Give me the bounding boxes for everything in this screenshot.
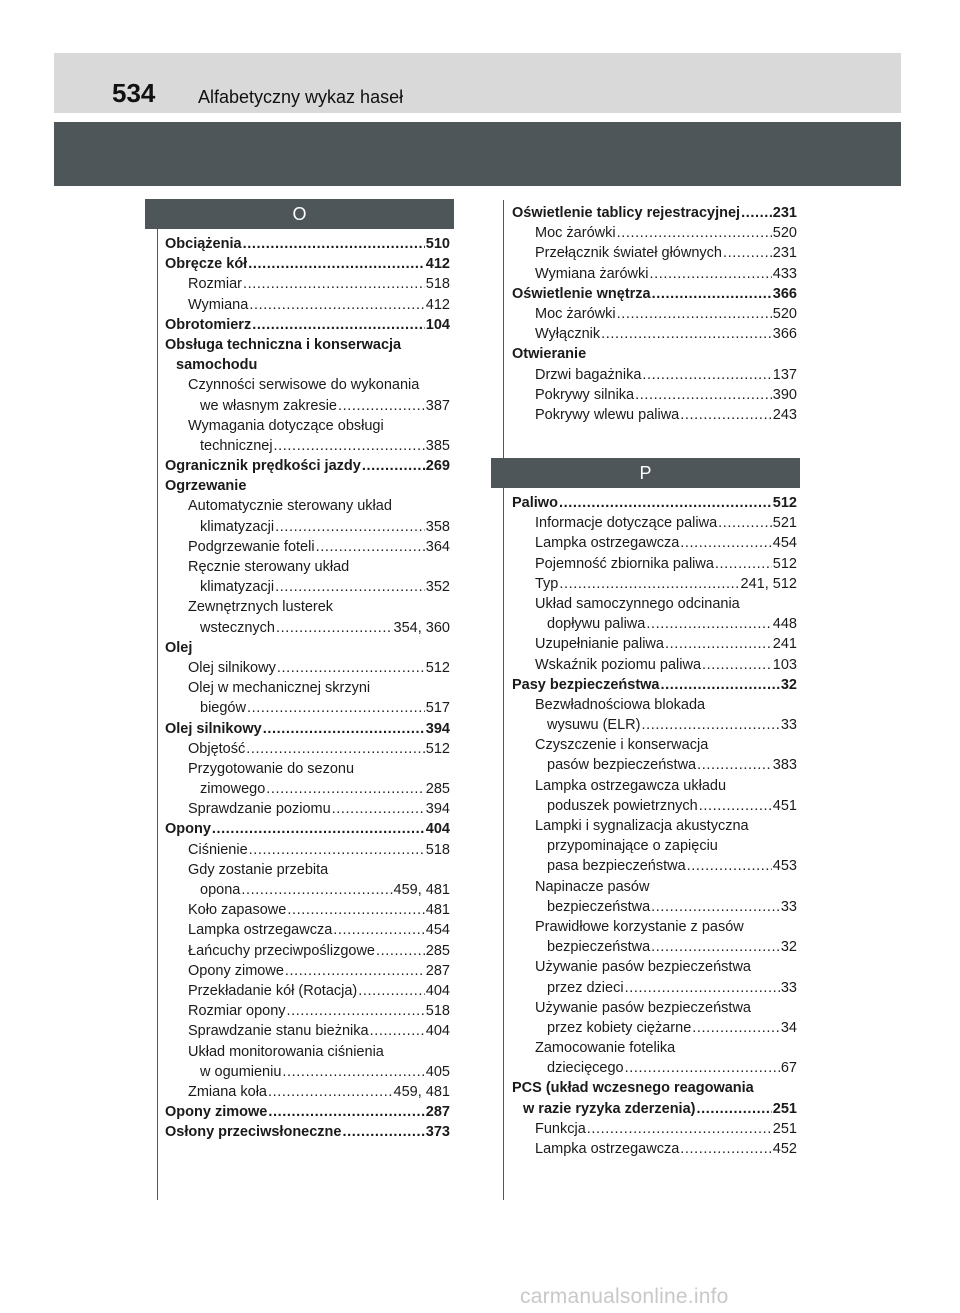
index-subentry	[512, 1018, 797, 1038]
index-subentry	[512, 223, 797, 243]
dot-leader	[651, 897, 780, 917]
entry-text: klimatyzacji	[200, 518, 275, 535]
page-reference: 454	[425, 922, 450, 939]
entry-text: Wskaźnik poziomu paliwa	[535, 656, 702, 673]
index-subentry	[165, 961, 450, 981]
page-reference: 269	[425, 458, 450, 475]
page-reference: 231	[772, 245, 797, 262]
index-entry	[165, 1122, 450, 1142]
page-reference: 383	[772, 757, 797, 774]
entry-text: pasów bezpieczeństwa	[547, 757, 697, 774]
index-subentry: przypominające o zapięciu	[547, 838, 718, 855]
entry-text: Lampka ostrzegawcza	[535, 1141, 680, 1157]
dot-leader	[249, 840, 425, 860]
entry-text: pasa bezpieczeństwa	[547, 858, 686, 875]
dot-leader	[249, 295, 424, 315]
index-subentry	[512, 755, 797, 775]
dot-leader	[723, 243, 772, 263]
dot-leader	[715, 554, 772, 574]
dot-leader	[287, 1001, 425, 1021]
entry-text: Łańcuchy przeciwpoślizgowe	[188, 942, 375, 959]
index-subentry: Wymagania dotyczące obsługi	[188, 417, 384, 434]
page-reference: 394	[425, 720, 450, 737]
dot-leader	[333, 920, 425, 940]
page-reference: 231	[772, 205, 797, 221]
index-subentry	[512, 304, 797, 324]
dot-leader	[358, 981, 425, 1001]
entry-text: Przełącznik świateł głównych	[535, 245, 722, 262]
page-reference: 243	[772, 406, 797, 423]
dot-leader	[635, 385, 772, 405]
dot-leader	[275, 577, 425, 597]
page-reference: 33	[780, 898, 797, 915]
entry-text: Pokrywy wlewu paliwa	[535, 406, 680, 423]
entry-text: Uzupełnianie paliwa	[535, 636, 664, 653]
entry-text: Pojemność zbiornika paliwa	[535, 555, 714, 572]
index-subentry	[512, 897, 797, 917]
entry-text: opona	[200, 882, 241, 898]
entry-text: Ogranicznik prędkości jazdy	[165, 458, 361, 475]
entry-text: Drzwi bagażnika	[535, 366, 642, 383]
index-subentry	[165, 840, 450, 860]
entry-text: w ogumieniu	[200, 1063, 282, 1080]
entry-text: przez dzieci	[547, 979, 624, 996]
page-reference: 352	[425, 579, 450, 596]
page-reference: 251	[772, 1100, 797, 1117]
page-title: Alfabetyczny wykaz haseł	[198, 87, 404, 107]
page-reference: 512	[425, 659, 450, 676]
page-reference: 518	[425, 1003, 450, 1020]
entry-text: Oświetlenie tablicy rejestracyjnej	[512, 205, 741, 221]
entry-text: we własnym zakresie	[200, 397, 337, 414]
page-reference: 241, 512	[740, 575, 797, 592]
page-reference: 241	[772, 636, 797, 653]
index-subentry	[512, 513, 797, 533]
page-reference: 454	[772, 535, 797, 552]
index-subentry	[165, 1082, 450, 1102]
dot-leader	[287, 900, 424, 920]
page-reference: 287	[425, 1104, 450, 1121]
index-entry	[512, 1099, 797, 1119]
page-reference: 285	[425, 942, 450, 959]
dot-leader	[642, 365, 771, 385]
index-subentry: Używanie pasów bezpieczeństwa	[535, 959, 751, 976]
entry-text: Wymiana żarówki	[535, 265, 649, 282]
dot-leader	[332, 799, 425, 819]
index-subentry	[165, 799, 450, 819]
entry-text: Koło zapasowe	[188, 902, 287, 919]
entry-text: Typ	[535, 575, 559, 592]
dot-leader	[617, 304, 772, 324]
dot-leader	[282, 1062, 424, 1082]
index-subentry	[165, 981, 450, 1001]
dot-leader	[370, 1021, 425, 1041]
page-reference: 358	[425, 518, 450, 535]
page-reference: 510	[425, 236, 450, 252]
page-reference: 412	[425, 296, 450, 313]
index-subentry	[512, 385, 797, 405]
index-subentry	[512, 978, 797, 998]
dot-leader	[625, 978, 780, 998]
page-reference: 412	[425, 256, 450, 273]
index-column-left	[165, 234, 450, 1142]
index-entry: Otwieranie	[512, 346, 587, 363]
index-entry	[512, 284, 797, 304]
index-subentry	[165, 618, 450, 638]
dot-leader	[718, 513, 772, 533]
index-entry	[165, 456, 450, 476]
dot-leader	[696, 1099, 771, 1119]
dot-leader	[641, 715, 779, 735]
index-column-right-o	[512, 203, 797, 425]
index-subentry	[165, 274, 450, 294]
page-reference: 405	[425, 1063, 450, 1080]
page-reference: 512	[772, 555, 797, 572]
page-reference: 33	[780, 717, 797, 734]
entry-text: biegów	[200, 700, 246, 717]
page-reference: 459, 481	[393, 882, 450, 898]
index-entry	[512, 203, 797, 223]
entry-text: Obciążenia	[165, 236, 242, 252]
entry-text: przez kobiety ciężarne	[547, 1019, 692, 1036]
page-reference: 364	[425, 538, 450, 555]
index-subentry	[512, 796, 797, 816]
dot-leader	[212, 819, 425, 839]
entry-text: Moc żarówki	[535, 305, 616, 322]
index-entry	[512, 493, 797, 513]
index-subentry	[165, 920, 450, 940]
index-subentry: Zewnętrznych lusterek	[188, 599, 334, 616]
index-subentry	[512, 715, 797, 735]
dot-leader	[248, 254, 425, 274]
entry-text: wysuwu (ELR)	[547, 717, 641, 734]
page-reference: 251	[772, 1120, 797, 1137]
entry-text: Opony zimowe	[188, 962, 284, 979]
page-reference: 520	[772, 305, 797, 322]
index-subentry	[512, 243, 797, 263]
entry-text: Pokrywy silnika	[535, 386, 635, 403]
dot-leader	[652, 284, 772, 304]
page-reference: 104	[425, 316, 450, 333]
dot-leader	[285, 961, 425, 981]
index-subentry	[512, 574, 797, 594]
entry-text: Obrotomierz	[165, 316, 252, 333]
page-reference: 32	[780, 939, 797, 956]
dot-leader	[276, 618, 393, 638]
page-reference: 137	[772, 366, 797, 383]
page-reference: 512	[425, 740, 450, 757]
dot-leader	[362, 456, 425, 476]
index-subentry: Ręcznie sterowany układ	[188, 559, 350, 575]
dot-leader	[587, 1119, 772, 1139]
index-subentry	[165, 941, 450, 961]
page-reference: 67	[780, 1060, 797, 1077]
dot-leader	[559, 574, 739, 594]
index-subentry	[512, 614, 797, 634]
index-subentry	[165, 577, 450, 597]
entry-text: Lampka ostrzegawcza	[535, 535, 680, 552]
dot-leader	[376, 941, 425, 961]
index-subentry	[512, 405, 797, 425]
index-subentry	[165, 436, 450, 456]
entry-text: poduszek powietrznych	[547, 797, 698, 814]
entry-text: Opony	[165, 821, 211, 838]
dot-leader	[243, 274, 425, 294]
index-subentry	[512, 554, 797, 574]
entry-text: Objętość	[188, 740, 246, 757]
entry-text: bezpieczeństwa	[547, 898, 651, 915]
index-subentry	[512, 264, 797, 284]
page-reference: 521	[772, 515, 797, 532]
dot-leader	[680, 1139, 772, 1159]
entry-text: Olej silnikowy	[188, 659, 276, 676]
index-subentry	[512, 937, 797, 957]
dot-leader	[252, 315, 425, 335]
dot-leader	[268, 1102, 424, 1122]
dot-leader	[342, 1122, 424, 1142]
page-reference: 32	[780, 676, 797, 693]
watermark: carmanualsonline.info	[520, 1285, 729, 1308]
index-subentry: Lampka ostrzegawcza układu	[535, 777, 727, 794]
dot-leader	[680, 405, 772, 425]
index-subentry	[512, 856, 797, 876]
page-reference: 103	[772, 656, 797, 673]
section-header-p: P	[491, 458, 800, 488]
index-subentry: Prawidłowe korzystanie z pasów	[535, 918, 744, 935]
page-reference: 481	[425, 902, 450, 919]
dot-leader	[625, 1058, 780, 1078]
index-subentry	[512, 365, 797, 385]
dot-leader	[649, 264, 771, 284]
entry-text: Pasy bezpieczeństwa	[512, 676, 660, 693]
entry-text: Zmiana koła	[188, 1083, 267, 1100]
dot-leader	[277, 658, 425, 678]
index-subentry	[512, 634, 797, 654]
index-subentry	[165, 537, 450, 557]
column-divider-right	[503, 200, 504, 1200]
entry-text: Wymiana	[188, 296, 249, 313]
entry-text: Opony zimowe	[165, 1104, 268, 1121]
page-reference: 518	[425, 276, 450, 293]
entry-text: Ciśnienie	[188, 841, 248, 858]
entry-text: w razie ryzyka zderzenia)	[523, 1100, 696, 1117]
page-reference: 387	[425, 397, 450, 414]
page-reference: 451	[772, 797, 797, 814]
index-subentry: Czynności serwisowe do wykonania	[188, 377, 420, 394]
index-subentry: Zamocowanie fotelika	[535, 1040, 676, 1057]
dot-leader	[274, 436, 425, 456]
entry-text: klimatyzacji	[200, 579, 275, 596]
entry-text: dopływu paliwa	[547, 616, 646, 633]
index-entry	[165, 1102, 450, 1122]
dot-leader	[646, 614, 771, 634]
page-reference: 385	[425, 437, 450, 454]
index-subentry	[165, 517, 450, 537]
index-subentry: Układ monitorowania ciśnienia	[188, 1043, 384, 1060]
entry-text: Paliwo	[512, 495, 558, 511]
entry-text: Rozmiar	[188, 276, 242, 293]
entry-text: Podgrzewanie foteli	[188, 538, 315, 555]
entry-text: Oświetlenie wnętrza	[512, 285, 651, 302]
dot-leader	[665, 634, 772, 654]
index-entry: samochodu	[176, 357, 258, 374]
entry-text: Obręcze kół	[165, 256, 248, 273]
index-entry	[165, 819, 450, 839]
page-reference: 34	[780, 1019, 797, 1036]
index-subentry	[165, 1001, 450, 1021]
entry-text: Wyłącznik	[535, 326, 601, 343]
entry-text: Moc żarówki	[535, 225, 616, 242]
dot-leader	[246, 739, 425, 759]
entry-text: Rozmiar opony	[188, 1003, 286, 1020]
dot-leader	[338, 396, 425, 416]
dot-leader	[680, 533, 772, 553]
index-entry: PCS (układ wczesnego reagowania	[512, 1080, 754, 1097]
page-reference: 433	[772, 265, 797, 282]
page-reference: 373	[425, 1124, 450, 1141]
index-subentry: Bezwładnościowa blokada	[535, 696, 706, 713]
dot-leader	[247, 698, 425, 718]
index-entry	[165, 315, 450, 335]
page-reference: 33	[780, 979, 797, 996]
page-reference: 404	[425, 821, 450, 838]
index-subentry	[165, 295, 450, 315]
page-reference: 366	[772, 285, 797, 302]
index-entry	[512, 675, 797, 695]
dot-leader	[316, 537, 425, 557]
index-subentry	[165, 739, 450, 759]
dot-leader	[601, 324, 772, 344]
header-dark-band	[54, 122, 901, 186]
page-reference: 390	[772, 386, 797, 403]
index-subentry: Automatycznie sterowany układ	[188, 498, 392, 515]
page-reference: 404	[425, 982, 450, 999]
index-subentry	[165, 658, 450, 678]
entry-text: technicznej	[200, 437, 273, 454]
dot-leader	[692, 1018, 780, 1038]
entry-text: wstecznych	[200, 619, 275, 636]
dot-leader	[617, 223, 772, 243]
dot-leader	[661, 675, 780, 695]
index-subentry	[512, 1139, 797, 1159]
index-subentry: Napinacze pasów	[535, 878, 650, 895]
entry-text: zimowego	[200, 781, 266, 798]
page-reference: 285	[425, 781, 450, 798]
dot-leader	[741, 203, 772, 223]
index-subentry	[165, 1062, 450, 1082]
page-reference: 517	[425, 700, 450, 717]
page-reference: 520	[772, 225, 797, 242]
page-reference: 287	[425, 962, 450, 979]
index-subentry	[512, 655, 797, 675]
page-reference: 518	[425, 841, 450, 858]
index-subentry	[165, 698, 450, 718]
index-subentry	[512, 533, 797, 553]
index-subentry	[165, 396, 450, 416]
entry-text: Funkcja	[535, 1120, 586, 1137]
entry-text: Sprawdzanie stanu bieżnika	[188, 1023, 369, 1040]
index-subentry: Używanie pasów bezpieczeństwa	[535, 999, 751, 1016]
page-reference: 459, 481	[393, 1083, 450, 1100]
page-reference: 448	[772, 616, 797, 633]
index-subentry: Układ samoczynnego odcinania	[535, 595, 740, 612]
dot-leader	[263, 719, 425, 739]
dot-leader	[559, 493, 772, 513]
dot-leader	[275, 517, 425, 537]
page-reference: 354, 360	[393, 619, 450, 636]
entry-text: dziecięcego	[547, 1060, 624, 1077]
index-entry: Ogrzewanie	[165, 478, 247, 495]
entry-text: Olej silnikowy	[165, 720, 262, 737]
index-subentry	[165, 900, 450, 920]
page-reference: 512	[772, 495, 797, 511]
index-subentry: Lampki i sygnalizacja akustyczna	[535, 818, 749, 834]
index-entry	[165, 719, 450, 739]
index-subentry: Czyszczenie i konserwacja	[535, 737, 709, 754]
page-number: 534	[112, 78, 156, 108]
dot-leader	[702, 655, 772, 675]
entry-text: Sprawdzanie poziomu	[188, 801, 331, 818]
entry-text: Informacje dotyczące paliwa	[535, 515, 718, 532]
index-entry: Obsługa techniczna i konserwacja	[165, 336, 402, 353]
index-entry: Olej	[165, 639, 193, 656]
index-subentry: Olej w mechanicznej skrzyni	[188, 680, 371, 697]
index-entry	[165, 234, 450, 254]
entry-text: Osłony przeciwsłoneczne	[165, 1124, 342, 1141]
index-subentry	[512, 324, 797, 344]
index-subentry	[512, 1119, 797, 1139]
dot-leader	[268, 1082, 393, 1102]
index-subentry	[165, 880, 450, 900]
header-bar	[54, 53, 901, 113]
section-header-o: O	[145, 199, 454, 229]
index-column-right-p	[512, 493, 797, 1159]
entry-text: Przekładanie kół (Rotacja)	[188, 982, 358, 999]
index-subentry	[512, 1058, 797, 1078]
index-subentry: Przygotowanie do sezonu	[188, 760, 355, 777]
index-subentry	[165, 779, 450, 799]
dot-leader	[241, 880, 392, 900]
entry-text: bezpieczeństwa	[547, 939, 651, 956]
index-subentry: Gdy zostanie przebita	[188, 861, 329, 878]
page-reference: 366	[772, 326, 797, 343]
dot-leader	[699, 796, 772, 816]
page-reference: 453	[772, 858, 797, 875]
index-entry	[165, 254, 450, 274]
column-divider-left	[157, 200, 158, 1200]
page-reference: 404	[425, 1023, 450, 1040]
dot-leader	[266, 779, 425, 799]
dot-leader	[651, 937, 780, 957]
index-subentry	[165, 1021, 450, 1041]
entry-text: Lampka ostrzegawcza	[188, 922, 333, 939]
page-reference: 394	[425, 801, 450, 818]
dot-leader	[697, 755, 772, 775]
page-reference: 452	[772, 1141, 797, 1157]
dot-leader	[687, 856, 772, 876]
dot-leader	[243, 234, 425, 254]
